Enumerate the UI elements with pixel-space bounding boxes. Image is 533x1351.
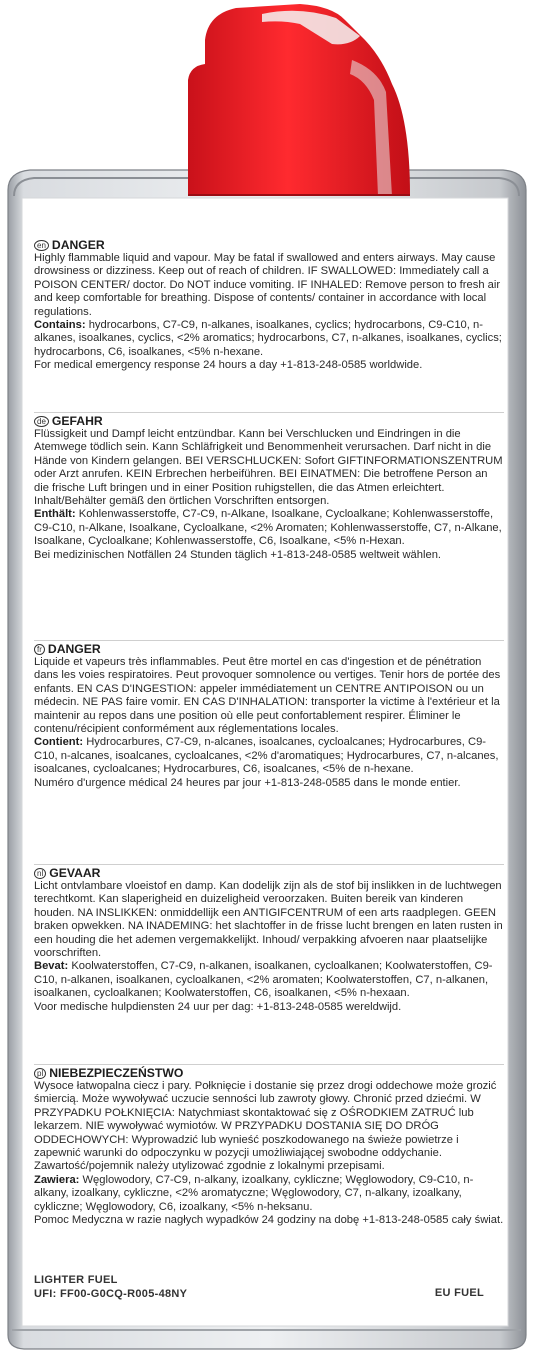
hazard-text-de: Flüssigkeit und Dampf leicht entzündbar. Kann bei Verschlucken und Eindringen in die Atemwege tödlich sein. Kann Schläfrigkeit und Benommenheit verursachen. Darf nicht in die Hände von Kindern gelangen. BEI VERSCHLUCKEN: Sofort GIFTINFORMATIONSZENTRUM oder Arzt anrufen. KEIN Erbrechen herbeiführen. BEI EINATMEN: Die betroffene Person an die frische Luft bringen und in einer Position ruhigstellen, die das Atmen erleichtert. Inhalt/Behälter gemäß den örtlichen Vorschriften entsorgen. <box>34 428 503 508</box>
section-nl <box>34 866 504 1014</box>
emergency-text-de: Bei medizinischen Notfällen 24 Stunden täglich +1-813-248-0585 weltweit wählen. <box>34 548 442 561</box>
heading-de: GEFAHR <box>51 414 103 428</box>
heading-pl: NIEBEZPIECZEŃSTWO <box>49 1066 184 1080</box>
contains-text-fr: Hydrocarbures, C7-C9, n-alcanes, isoalcanes, cycloalcanes; Hydrocarbures, C9-C10, n-alcanes, isoalcanes, cycloalcanes, <2% d'aromatiques; Hydrocarbures, C7, n-alcanes, isoalcanes, cycloalcanes; Hydrocarbures, C6, isoalcanes, <5% de n-hexane. <box>34 736 499 776</box>
lang-badge-pl: pl <box>34 1068 46 1079</box>
divider <box>34 640 504 641</box>
contains-label-en: Contains: <box>34 319 86 332</box>
contains-text-en: hydrocarbons, C7-C9, n-alkanes, isoalkanes, cyclics; hydrocarbons, C9-C10, n-alkanes, isoalkanes, cyclics, <2% aromatics; hydrocarbons, C7, n-alkanes, isoalkanes, cyclics; hydrocarbons, C6, isoalkanes, <5% n-hexane. <box>34 319 502 358</box>
contains-label-pl: Zawiera: <box>34 1173 80 1186</box>
hazard-text-nl: Licht ontvlambare vloeistof en damp. Kan dodelijk zijn als de stof bij inslikken in de luchtwegen terechtkomt. Kan slaperigheid en duizeligheid veroorzaken. Buiten bereik van kinderen houden. NA INSLIKKEN: onmiddellijk een ANTIGIFCENTRUM of een arts raadplegen. GEEN braken opwekken. NA INADEMING: het slachtoffer in de frisse lucht brengen en laten rusten in een houding die het ademen vergemakkelijkt. Inhoud/ verpakking afvoeren naar plaatselijke voorschriften. <box>34 880 503 960</box>
lang-badge-en: en <box>34 240 49 251</box>
heading-en: DANGER <box>51 238 105 252</box>
lang-badge-fr: fr <box>34 644 45 655</box>
divider <box>34 864 504 865</box>
hazard-text-fr: Liquide et vapeurs très inflammables. Peut être mortel en cas d'ingestion et de pénétration dans les voies respiratoires. Peut provoquer somnolence ou vertiges. Tenir hors de portée des enfants. EN CAS D'INGESTION: appeler immédiatement un CENTRE ANTIPOISON ou un médecin. NE PAS faire vomir. EN CAS D'INHALATION: transporter la victime à l'extérieur et la maintenir au repos dans une position où elle peut confortablement respirer. Éliminer le contenu/récipient conformément aux réglementations locales. <box>34 656 501 736</box>
emergency-text-fr: Numéro d'urgence médical 24 heures par jour +1-813-248-0585 dans le monde entier. <box>34 776 461 789</box>
lang-badge-de: de <box>34 416 49 427</box>
heading-fr: DANGER <box>47 642 101 656</box>
product-name: LIGHTER FUEL <box>34 1274 118 1286</box>
footer-left <box>34 1273 187 1301</box>
emergency-text-pl: Pomoc Medyczna w razie nagłych wypadków 24 godziny na dobę +1-813-248-0585 cały świat. <box>34 1214 504 1227</box>
contains-text-de: Kohlenwasserstoffe, C7-C9, n-Alkane, Isoalkane, Cycloalkane; Kohlenwasserstoffe, C9-C10, n-Alkane, Isoalkane, Cycloalkane, <2% Aromaten; Kohlenwasserstoffe, C7, n-Alkane, Isoalkane, Cycloalkane; Kohlenwasserstoffe, C6, Isoalkane, <5% n-Hexan. <box>34 508 502 548</box>
ufi-code: UFI: FF00-G0CQ-R005-48NY <box>34 1288 188 1300</box>
contains-label-de: Enthält: <box>34 508 76 521</box>
contains-label-fr: Contient: <box>34 736 84 749</box>
section-pl <box>34 1066 504 1227</box>
section-de <box>34 414 504 562</box>
contains-text-pl: Węglowodory, C7-C9, n-alkany, izoalkany, cykliczne; Węglowodory, C9-C10, n-alkany, izoalkany, cykliczne, <2% aromatyczne; Węglowodory, C7, n-alkany, izoalkany, cykliczne; Węglowodory, C6, izoalkany, <5% n-heksanu. <box>34 1173 474 1213</box>
warning-label <box>24 200 506 1325</box>
hazard-text-en: Highly flammable liquid and vapour. May be fatal if swallowed and enters airways. May cause drowsiness or dizziness. Keep out of reach of children. IF SWALLOWED: Immediately call a POISON CENTER/ doctor. Do NOT induce vomiting. IF INHALED: Remove person to fresh air and keep comfortable for breathing. Dispose of contents/ container in accordance with local regulations. <box>34 252 501 318</box>
emergency-text-en: For medical emergency response 24 hours a day +1-813-248-0585 worldwide. <box>34 359 423 372</box>
contains-label-nl: Bevat: <box>34 960 69 973</box>
section-fr <box>34 642 504 790</box>
region-label: EU FUEL <box>434 1287 484 1299</box>
emergency-text-nl: Voor medische hulpdiensten 24 uur per dag: +1-813-248-0585 wereldwijd. <box>34 1000 402 1013</box>
divider <box>34 412 504 413</box>
contains-text-nl: Koolwaterstoffen, C7-C9, n-alkanen, isoalkanen, cycloalkanen; Koolwaterstoffen, C9-C10, n-alkanen, isoalkanen, cycloalkanen, <2% aromaten; Koolwaterstoffen, C7, n-alkanen, isoalkanen, cycloalkanen; Koolwaterstoffen, C6, isoalkanen, <5% n-hexaan. <box>34 960 493 1000</box>
lang-badge-nl: nl <box>34 868 46 879</box>
heading-nl: GEVAAR <box>49 866 101 880</box>
hazard-text-pl: Wysoce łatwopalna ciecz i pary. Połknięcie i dostanie się przez drogi oddechowe może grozić śmiercią. Może wywoływać uczucie senności lub zawroty głowy. Chronić przed dziećmi. W PRZYPADKU POŁKNIĘCIA: Natychmiast skontaktować się z OŚRODKIEM ZATRUĆ lub lekarzem. NIE wywoływać wymiotów. W PRZYPADKU DOSTANIA SIĘ DO DRÓG ODDECHOWYCH: Wyprowadzić lub wynieść poszkodowanego na świeże powietrze i zapewnić warunki do odpoczynku w pozycji umożliwiającej swobodne oddychanie. Zawartość/pojemnik należy utylizować zgodnie z lokalnymi przepisami. <box>34 1080 497 1173</box>
section-en <box>34 238 504 373</box>
divider <box>34 1064 504 1065</box>
